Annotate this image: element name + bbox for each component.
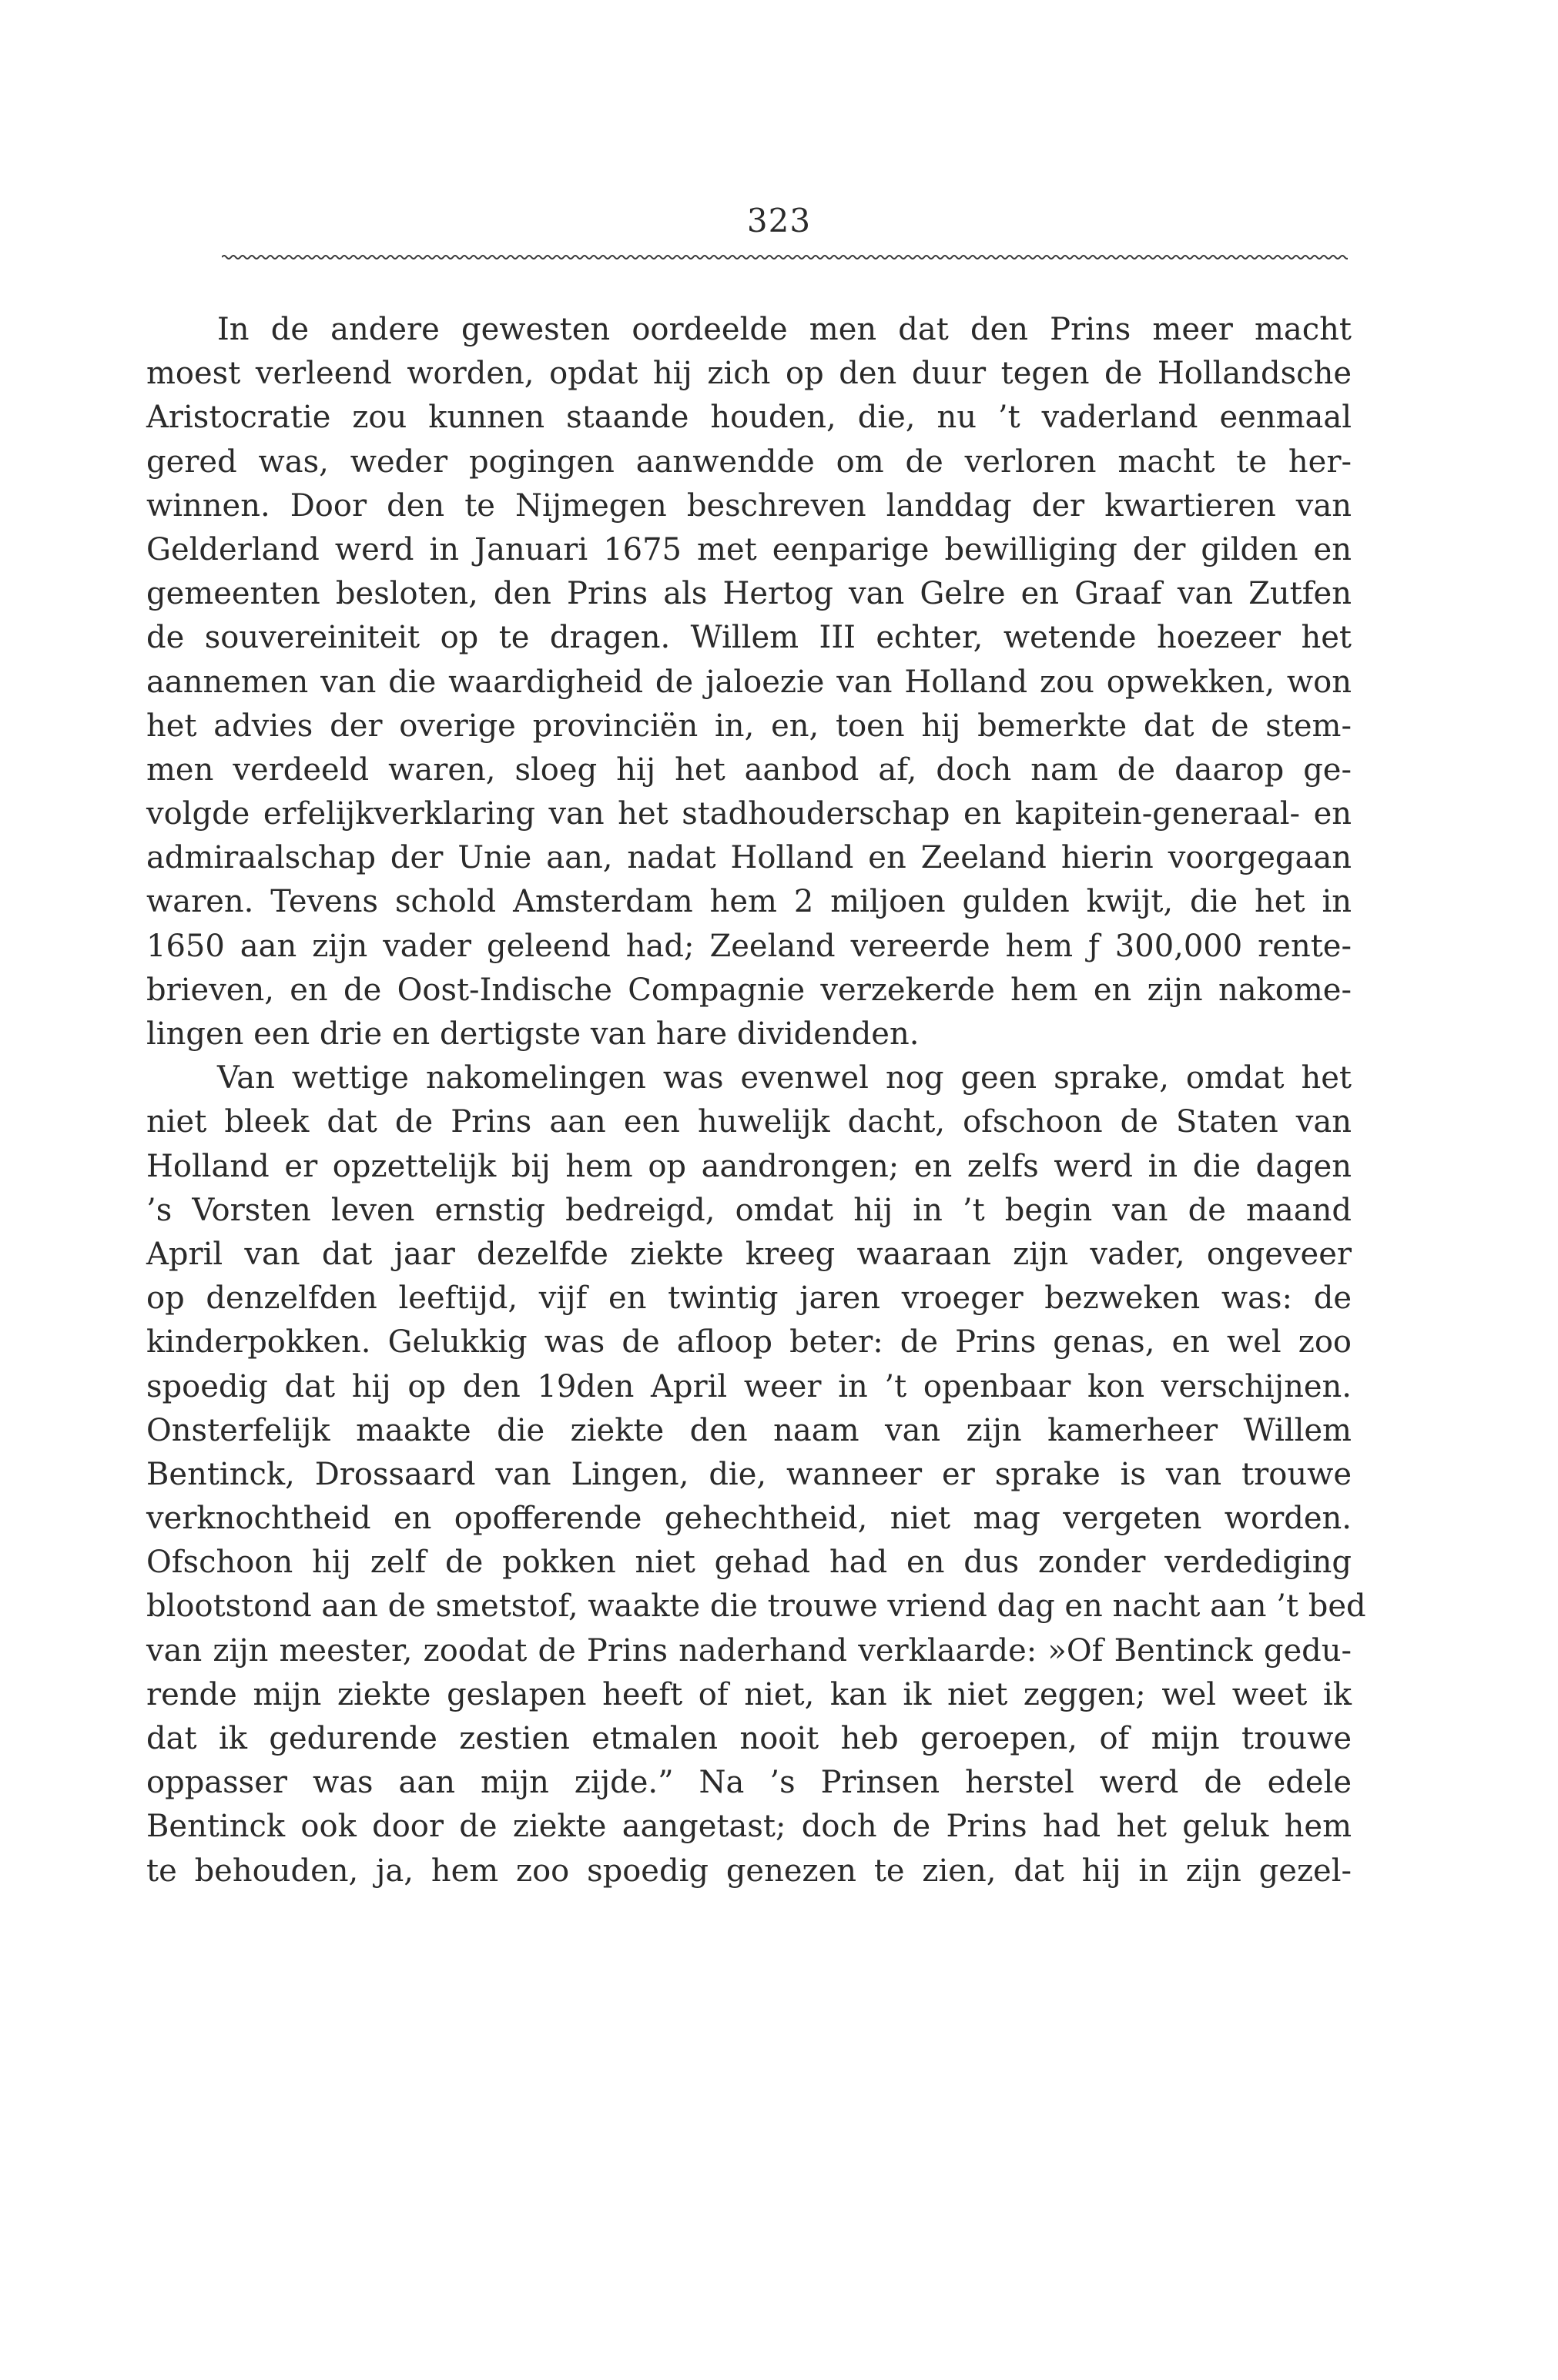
text-line: aannemen van die waardigheid de jaloezie van Holland zou opwekken, won [146,664,1352,700]
body-text [146,308,1366,1893]
text-line: April van dat jaar dezelfde ziekte kreeg waaraan zijn vader, ongeveer [146,1236,1352,1272]
text-line: winnen. Door den te Nijmegen beschreven landdag der kwartieren van [146,487,1352,524]
text-line: op denzelfden leeftijd, vijf en twintig jaren vroeger bezweken was: de [146,1280,1352,1317]
text-line: volgde erfelijkverklaring van het stadhouderschap en kapitein-generaal- en [146,796,1352,832]
text-line: In de andere gewesten oordeelde men dat den Prins meer macht [217,312,1352,347]
text-line: van zijn meester, zoodat de Prins naderhand verklaarde: »Of Bentinck gedu- [146,1632,1352,1669]
text-line: Van wettige nakomelingen was evenwel nog geen sprake, omdat het [217,1060,1352,1096]
text-line: 1650 aan zijn vader geleend had; Zeeland vereerde hem ƒ 300,000 rente- [146,928,1352,964]
text-line: Ofschoon hij zelf de pokken niet gehad had en dus zonder verdediging [146,1545,1352,1581]
text-line: niet bleek dat de Prins aan een huwelijk dacht, ofschoon de Staten van [146,1104,1352,1140]
text-line: Holland er opzettelijk bij hem op aandrongen; en zelfs werd in die dagen [146,1148,1352,1184]
text-line: men verdeeld waren, sloeg hij het aanbod af, doch nam de daarop ge- [146,751,1352,788]
text-line: admiraalschap der Unie aan, nadat Holland en Zeeland hierin voorgegaan [146,840,1352,876]
text-line: oppasser was aan mijn zijde.” Na ’s Prinsen herstel werd de edele [146,1765,1352,1801]
wavy-rule-ornament [222,251,1348,263]
text-line: brieven, en de Oost-Indische Compagnie verzekerde hem en zijn nakome- [146,972,1352,1008]
page-number: 323 [746,202,812,239]
text-line: waren. Tevens schold Amsterdam hem 2 miljoen gulden kwijt, die het in [146,884,1352,920]
text-line: lingen een drie en dertigste van hare dividenden. [146,1016,920,1052]
text-line: spoedig dat hij op den 19den April weer in ’t openbaar kon verschijnen. [146,1368,1352,1404]
text-line: te behouden, ja, hem zoo spoedig genezen te zien, dat hij in zijn gezel- [146,1853,1352,1889]
text-line: gemeenten besloten, den Prins als Hertog van Gelre en Graaf van Zutfen [146,576,1352,612]
text-line: gered was, weder pogingen aanwendde om de verloren macht te her- [146,444,1352,480]
text-line: Bentinck ook door de ziekte aangetast; doch de Prins had het geluk hem [146,1809,1352,1845]
text-line: dat ik gedurende zestien etmalen nooit heb geroepen, of mijn trouwe [146,1721,1352,1756]
text-line: de souvereiniteit op te dragen. Willem III echter, wetende hoezeer het [146,620,1352,656]
text-line: moest verleend worden, opdat hij zich op den duur tegen de Hollandsche [146,356,1352,392]
text-line: verknochtheid en opofferende gehechtheid, niet mag vergeten worden. [146,1501,1352,1537]
text-line: Gelderland werd in Januari 1675 met eenparige bewilliging der gilden en [146,531,1352,567]
text-line: Aristocratie zou kunnen staande houden, die, nu ’t vaderland eenmaal [146,400,1352,436]
text-line: Onsterfelijk maakte die ziekte den naam van zijn kamerheer Willem [146,1412,1352,1448]
text-line: blootstond aan de smetstof, waakte die trouwe vriend dag en nacht aan ’t bed [146,1588,1366,1625]
text-line: rende mijn ziekte geslapen heeft of niet, kan ik niet zeggen; wel weet ik [146,1676,1352,1712]
text-line: ’s Vorsten leven ernstig bedreigd, omdat hij in ’t begin van de maand [146,1192,1352,1228]
text-line: Bentinck, Drossaard van Lingen, die, wanneer er sprake is van trouwe [146,1456,1352,1492]
text-line: het advies der overige provinciën in, en, toen hij bemerkte dat de stem- [146,708,1352,744]
text-line: kinderpokken. Gelukkig was de afloop beter: de Prins genas, en wel zoo [146,1324,1352,1361]
